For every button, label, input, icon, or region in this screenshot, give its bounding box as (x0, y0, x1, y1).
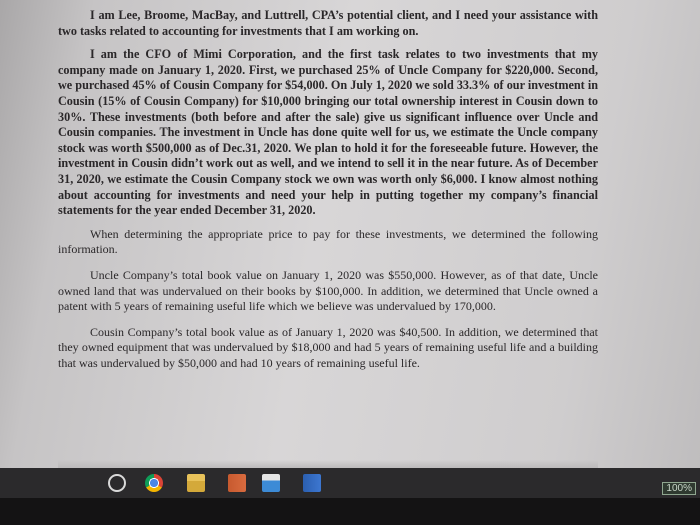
cousin-paragraph: Cousin Company’s total book value as of January 1, 2020 was $40,500. In addition, we determined that they owned equipment that was undervalued by $18,000 and had 5 years of remaining useful life and a building that was undervalued by $50,000 and had 10 years of remaining useful life. (58, 324, 598, 370)
word-icon[interactable] (303, 474, 321, 492)
intro-paragraph: I am Lee, Broome, MacBay, and Luttrell, CPA’s potential client, and I need your assistance with two tasks related to accounting for investments that I am working on. (58, 8, 598, 38)
uncle-paragraph: Uncle Company’s total book value on January 1, 2020 was $550,000. However, as of that date, Uncle owned land that was undervalued on their books by $100,000. In addition, we determined that Uncle owned a patent with 5 years of remaining useful life which we believe was undervalued by 170,000. (58, 267, 598, 314)
cfo-paragraph: I am the CFO of Mimi Corporation, and the first task relates to two investments that my company made on January 1, 2020. First, we purchased 25% of Uncle Company for $220,000. Second, we purchased 45% of Cousin Company for $54,000. On July 1, 2020 we sold 33.3% of our investment in Cousin (15% of Cousin Company) for $10,000 bringing our total ownership interest in Cousin down to 30%. These investments (both before and after the sale) give us significant influence over Uncle and Cousin companies. The investment in Uncle has done quite well for us, we estimate the Uncle company stock was worth $500,000 as of Dec.31, 2020. We plan to hold it for the foreseeable future. However, the investment in Cousin didn’t work out as well, and we intend to sell it in the near future. As of December 31, 2020, we estimate the Cousin Company stock we own was worth only $6,000. I know almost nothing about accounting for investments and need your help in putting together my company’s financial statements for the year ended December 31, 2020. (58, 47, 598, 218)
powerpoint-icon[interactable] (228, 474, 246, 492)
search-circle-icon[interactable] (108, 474, 126, 492)
zoom-level: 100% (662, 482, 696, 495)
screen-edge-fade (58, 460, 598, 468)
taskbar (0, 468, 700, 498)
store-icon[interactable] (262, 474, 280, 492)
chrome-icon[interactable] (145, 474, 163, 492)
price-paragraph: When determining the appropriate price to pay for these investments, we determined the following information. (58, 226, 598, 257)
document-page (58, 8, 598, 468)
monitor-bezel (0, 498, 700, 525)
file-explorer-icon[interactable] (187, 474, 205, 492)
